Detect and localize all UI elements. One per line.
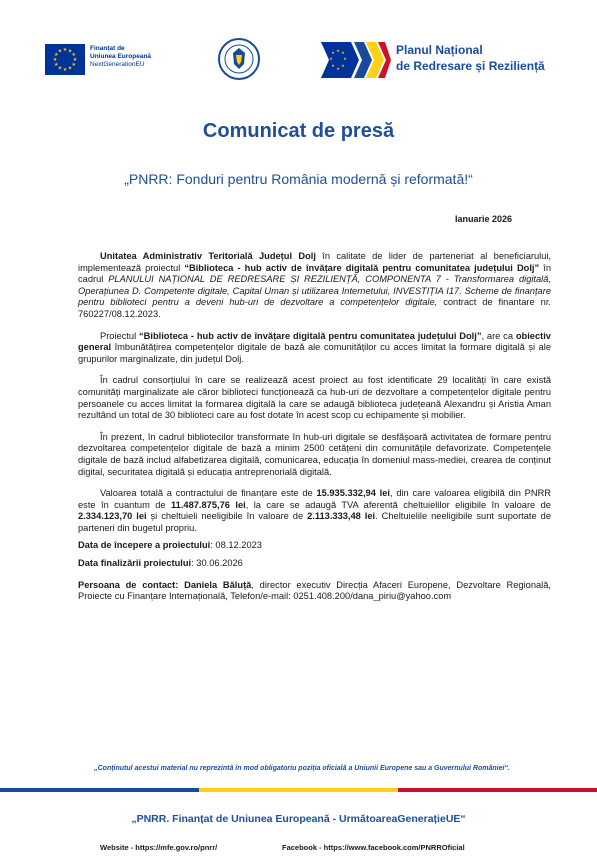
eu-line-1: Finanțat de (90, 45, 125, 52)
contract-reference: contract de finantare nr. 760227/08.12.2023. (78, 297, 551, 319)
stripe-yellow (199, 788, 398, 792)
paragraph-objective (78, 331, 551, 366)
svg-text:★: ★ (329, 56, 333, 61)
svg-text:★: ★ (67, 65, 73, 72)
program-reference: PLANULUI NAȚIONAL DE REDRESARE ȘI REZILIENȚĂ, COMPONENTA 7 - Transformarea digitală, Operațiunea D. Competente digitale, Capital Uman și utilizarea Internetului, INVESTIȚIA I17. Scheme de finanțare pentru biblioteci pentru a deveni hub-uri de dezvoltare a competențelor digitale, (78, 274, 552, 308)
p5-text-3: , la care se adaugă TVA aferentă cheltuielilor eligibile în valoare de (245, 499, 551, 510)
paragraph-consortium: În cadrul consorțiului în care se realizează acest proiect au fost identificate 29 localități în care există comunități marginalizate ale căror biblioteci funcționează ca hub-uri de dezvoltare a competențelor digitale pentru persoanele cu acces limitat la formarea digitală la care se adaugă biblioteca județeană Alexandru și Aristia Aman rezultând un total de 30 biblioteci care au fost dotate în acest scop cu echipamente și mobilier. (78, 375, 551, 421)
p1-text-2: în cadrul (78, 262, 552, 285)
svg-text:★: ★ (62, 47, 68, 53)
paragraph-intro (78, 251, 551, 321)
vat-value: 2.334.123,70 lei (78, 511, 147, 522)
svg-text:★: ★ (71, 62, 76, 68)
paragraph-budget (78, 488, 551, 534)
svg-text:★: ★ (72, 57, 78, 63)
svg-text:★: ★ (67, 48, 73, 55)
release-date: Ianuarie 2026 (454, 214, 512, 224)
p1-text-1: în calitate de lider de parteneriat al beneficiarului, implementează proiectul (78, 251, 552, 273)
end-date-label: Data finalizării proiectului (78, 558, 192, 569)
end-date-line (78, 558, 551, 570)
eligible-value: 11.487.875,76 lei (171, 499, 246, 510)
p2-text-3: îmbunătățirea competențelor digitale de bază ale comunităților cu acces limitat la formare digitală și ale grupurilor marginalizate, din județul Dolj. (78, 342, 551, 364)
header (0, 0, 597, 100)
disclaimer: „Conținutul acestui material nu reprezintă în mod obligatoriu poziția oficială a Uniunii Europene sau a Guvernului României“. (94, 765, 510, 772)
eu-funding-label (90, 45, 151, 69)
project-name-2: “Biblioteca - hub activ de învățare digitală pentru comunitatea județului Dolj” (139, 330, 482, 341)
svg-text:★: ★ (57, 65, 63, 72)
website-link[interactable]: Website - https://mfe.gov.ro/pnrr/ (100, 843, 218, 852)
svg-text:★: ★ (54, 62, 59, 68)
svg-text:★: ★ (331, 50, 335, 55)
svg-text:★: ★ (71, 52, 76, 58)
p2-text-1: Proiectul (100, 330, 140, 341)
pnrr-line-1: Planul Național (396, 43, 483, 57)
p2-text-2: , are ca (481, 330, 516, 341)
contact-line (78, 580, 551, 603)
pnrr-title (396, 42, 545, 74)
svg-text:★: ★ (57, 48, 63, 55)
p5-text-1: Valoarea totală a contractului de finanțare este de (100, 488, 317, 499)
p5-text-5: . Cheltuielile neeligibile sunt suportate de parteneri din bugetul propriu. (78, 511, 551, 533)
p5-text-4: și cheltuieli neeligibile în valoare de (146, 511, 308, 522)
svg-text:★: ★ (336, 48, 340, 53)
contact-label: Persoana de contact: Daniela Băluță (78, 579, 252, 590)
objective-label: obiectiv general (78, 330, 551, 353)
footer-color-stripe (0, 788, 597, 792)
svg-text:★: ★ (336, 66, 340, 71)
svg-text:★: ★ (62, 67, 68, 73)
paragraph-activities: În prezent, în cadrul bibliotecilor transformate în hub-uri digitale se desfășoară activitatea de formare pentru dezvoltarea competențelor digitale de bază a minim 2500 cetățeni din comunitățile defavorizate. Competențele digitale de bază includ alfabetizarea digitală, comunicarea, educația în domeniul mass-mediei, crearea de conținut digital, securitatea digitală și educația antreprenorială digitală. (78, 431, 551, 477)
svg-text:★: ★ (331, 63, 335, 68)
romanian-government-seal-icon (218, 38, 260, 80)
p5-text-2: , din care valoarea eligibilă din PNRR este în cuantum de (78, 488, 551, 510)
svg-text:★: ★ (54, 52, 59, 58)
ineligible-value: 2.113.333,48 lei (307, 511, 376, 522)
stripe-red (398, 788, 597, 792)
eu-line-3: NextGenerationEU (90, 61, 145, 68)
beneficiary-name: Unitatea Administrativ Teritorială Județul Dolj (100, 251, 316, 261)
page-title: Comunicat de presă (202, 120, 395, 142)
stripe-blue (0, 788, 199, 792)
start-date-label: Data de începere a proiectului (78, 540, 211, 551)
eu-flag-icon (45, 44, 85, 75)
end-date-value: : 30.06.2026 (191, 558, 243, 569)
svg-text:★: ★ (341, 50, 345, 55)
start-date-value: : 08.12.2023 (210, 540, 262, 551)
press-release-body (78, 251, 551, 613)
svg-text:★: ★ (341, 63, 345, 68)
svg-text:★: ★ (343, 56, 347, 61)
footer-slogan: „PNRR. Finanțat de Uniunea Europeană - UrmătoareaGenerațieUE“ (131, 813, 466, 825)
total-value: 15.935.332,94 lei (316, 488, 390, 499)
project-name: “Biblioteca - hub activ de învățare digitală pentru comunitatea județului Dolj” (184, 262, 540, 273)
contact-details: , director executiv Direcția Afaceri Europene, Dezvoltare Regională, Proiecte cu Finanțare Internațională, Telefon/e-mail: 0251.408.200/dana_piriu@yahoo.com (78, 579, 551, 602)
page-subtitle: „PNRR: Fonduri pentru România modernă și reformată!“ (124, 171, 473, 187)
start-date-line (78, 540, 551, 552)
facebook-link[interactable]: Facebook - https://www.facebook.com/PNRROficial (282, 843, 465, 852)
eu-line-2: Uniunea Europeană (90, 53, 152, 60)
pnrr-logo-icon (321, 40, 391, 80)
svg-text:★: ★ (52, 57, 58, 63)
pnrr-line-2: de Redresare și Reziliență (396, 59, 545, 73)
